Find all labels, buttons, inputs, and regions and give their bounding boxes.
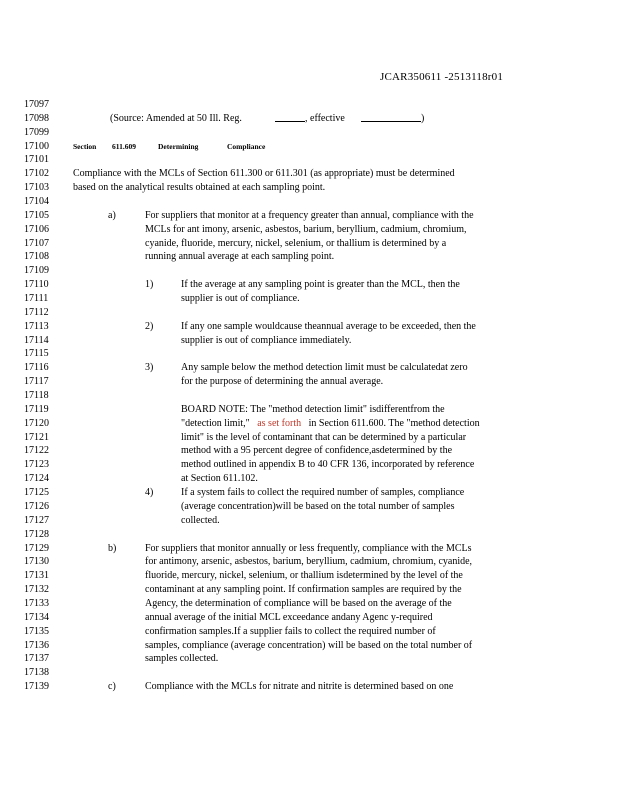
line-number: 17127 xyxy=(24,514,49,526)
line-number: 17125 xyxy=(24,487,49,499)
line-number: 17109 xyxy=(24,265,49,277)
line-number: 17133 xyxy=(24,597,49,609)
source-note xyxy=(0,112,618,126)
subsection-a-label: a) xyxy=(108,209,116,221)
line-number: 17101 xyxy=(24,154,49,166)
line-number: 17120 xyxy=(24,417,49,429)
board-note-highlight: as set forth xyxy=(257,417,302,429)
item-1-line: supplier is out of compliance. xyxy=(181,293,300,305)
subsection-c-line: Compliance with the MCLs for nitrate and nitrite is determined based on one xyxy=(145,681,454,693)
source-effective: , effective xyxy=(305,112,345,124)
line-number: 17124 xyxy=(24,473,49,485)
subsection-b-line: samples, compliance (average concentration) will be based on the total number of xyxy=(145,639,473,651)
item-3-line: for the purpose of determining the annual average. xyxy=(181,376,384,388)
board-note-text: "detection limit," xyxy=(181,417,250,429)
subsection-b-line: fluoride, mercury, nickel, selenium, or thallium isdetermined by the level of the xyxy=(145,570,463,582)
subsection-a-line: running annual average at each sampling point. xyxy=(145,251,335,263)
subsection-a-line: MCLs for ant imony, arsenic, asbestos, barium, beryllium, cadmium, chromium, xyxy=(145,223,467,235)
register-volume-blank xyxy=(275,112,305,127)
line-number: 17131 xyxy=(24,570,49,582)
line-number: 17102 xyxy=(24,168,49,180)
board-note-text: in Section 611.600. The "method detection xyxy=(308,417,480,429)
effective-date-blank xyxy=(361,112,421,127)
line-number: 17099 xyxy=(24,126,49,138)
subsection-a-line: cyanide, fluoride, mercury, nickel, selenium, or thallium is determined by a xyxy=(145,237,447,249)
item-4-line: collected. xyxy=(181,514,220,526)
intro-line: based on the analytical results obtained at each sampling point. xyxy=(73,182,326,194)
line-number: 17139 xyxy=(24,681,49,693)
line-number: 17112 xyxy=(24,306,49,318)
subsection-c-label: c) xyxy=(108,681,116,693)
board-note-line: method outlined in appendix B to 40 CFR 136, incorporated by reference xyxy=(181,459,475,471)
line-number: 17134 xyxy=(24,611,49,623)
subsection-b-line: confirmation samples.If a supplier fails to collect the required number of xyxy=(145,625,436,637)
subsection-b-line: for antimony, arsenic, asbestos, barium, beryllium, cadmium, chromium, cyanide, xyxy=(145,556,473,568)
line-number: 17097 xyxy=(24,99,49,110)
section-heading xyxy=(0,140,618,154)
item-4-line: (average concentration)will be based on the total number of samples xyxy=(181,500,455,512)
line-number: 17100 xyxy=(24,140,49,152)
item-1-line: If the average at any sampling point is greater than the MCL, then the xyxy=(181,279,460,291)
board-note-line: limit" is the level of contaminant that can be determined by a particular xyxy=(181,431,467,443)
item-1-label: 1) xyxy=(145,279,154,291)
subsection-b-line: For suppliers that monitor annually or less frequently, compliance with the MCLs xyxy=(145,542,472,554)
line-number: 17104 xyxy=(24,196,49,208)
item-4-label: 4) xyxy=(145,487,154,499)
board-note-line: BOARD NOTE: The "method detection limit" isdifferentfrom the xyxy=(181,403,445,415)
line-number: 17116 xyxy=(24,362,49,374)
line-number: 17111 xyxy=(24,293,49,305)
line-number: 17121 xyxy=(24,431,49,443)
line-number: 17110 xyxy=(24,279,49,291)
line-number: 17103 xyxy=(24,182,49,194)
board-note-line: at Section 611.102. xyxy=(181,473,258,485)
line-number: 17132 xyxy=(24,584,49,596)
line-number: 17098 xyxy=(24,112,49,124)
line-number: 17119 xyxy=(24,403,49,415)
line-number: 17114 xyxy=(24,334,49,346)
section-title-word-2: Compliance xyxy=(227,141,266,151)
board-note-line xyxy=(181,417,480,431)
subsection-b-line: contaminant at any sampling point. If confirmation samples are required by the xyxy=(145,584,462,596)
line-number: 17106 xyxy=(24,223,49,235)
line-number: 17108 xyxy=(24,251,49,263)
line-number: 17126 xyxy=(24,500,49,512)
section-number: 611.609 xyxy=(112,141,136,151)
line-number: 17115 xyxy=(24,348,49,360)
subsection-b-line: Agency, the determination of compliance will be based on the average of the xyxy=(145,597,452,609)
item-2-line: If any one sample wouldcause theannual average to be exceeded, then the xyxy=(181,320,476,332)
line-number: 17123 xyxy=(24,459,49,471)
subsection-b-label: b) xyxy=(108,542,117,554)
subsection-b-line: samples collected. xyxy=(145,653,219,665)
line-number: 17107 xyxy=(24,237,49,249)
line-number: 17136 xyxy=(24,639,49,651)
line-number: 17122 xyxy=(24,445,49,457)
line-number: 17118 xyxy=(24,390,49,402)
line-number: 17129 xyxy=(24,542,49,554)
source-close: ) xyxy=(421,112,425,124)
document-body xyxy=(0,98,618,694)
line-number: 17128 xyxy=(24,528,49,540)
item-2-line: supplier is out of compliance immediately. xyxy=(181,334,352,346)
line-number: 17135 xyxy=(24,625,49,637)
item-3-line: Any sample below the method detection limit must be calculatedat zero xyxy=(181,362,468,374)
line-number: 17130 xyxy=(24,556,49,568)
section-label: Section xyxy=(73,141,97,151)
subsection-b-line: annual average of the initial MCL exceedance andany Agenc y-required xyxy=(145,611,433,623)
item-3-label: 3) xyxy=(145,362,154,374)
line-number: 17137 xyxy=(24,653,49,665)
section-title-word-1: Determining xyxy=(158,141,199,151)
intro-line: Compliance with the MCLs of Section 611.300 or 611.301 (as appropriate) must be determined xyxy=(73,168,455,180)
item-2-label: 2) xyxy=(145,320,154,332)
board-note-line: method with a 95 percent degree of confidence,asdetermined by the xyxy=(181,445,453,457)
subsection-a-line: For suppliers that monitor at a frequency greater than annual, compliance with the xyxy=(145,209,474,221)
line-number: 17113 xyxy=(24,320,49,332)
item-4-line: If a system fails to collect the required number of samples, compliance xyxy=(181,487,465,499)
line-number: 17117 xyxy=(24,376,49,388)
line-number: 17138 xyxy=(24,667,49,679)
source-prefix: (Source: Amended at 50 Ill. Reg. xyxy=(110,112,242,124)
line-number: 17105 xyxy=(24,209,49,221)
document-id: JCAR350611 -2513118r01 xyxy=(380,71,504,83)
